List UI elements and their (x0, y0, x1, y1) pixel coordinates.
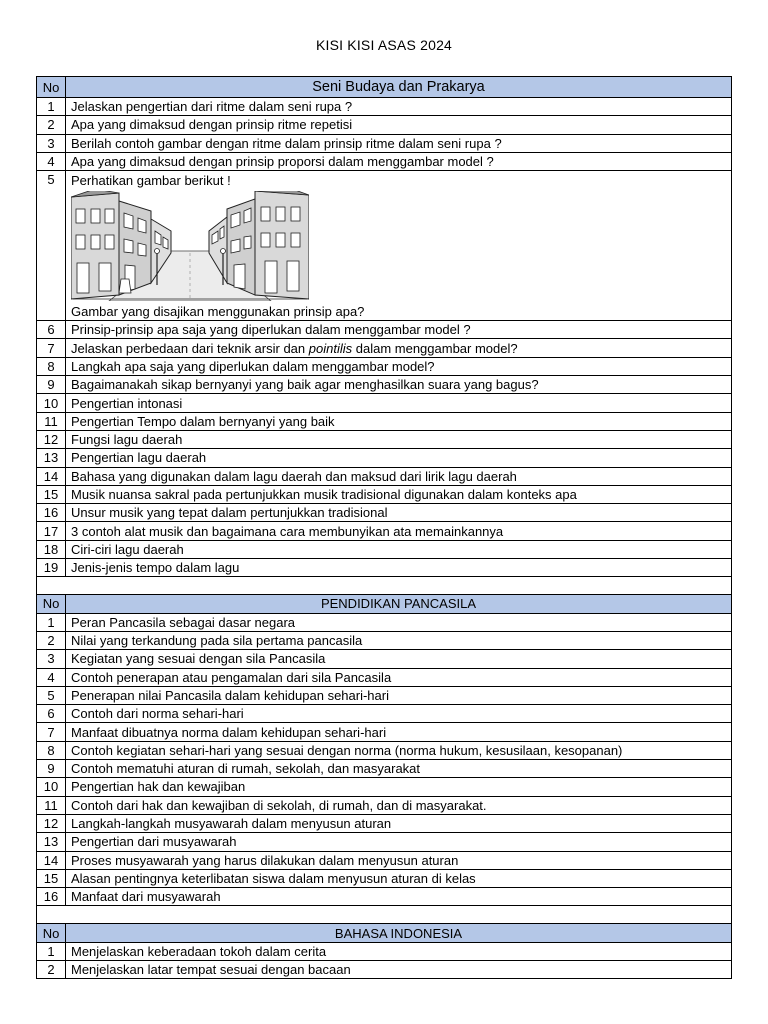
row-question: Bagaimanakah sikap bernyanyi yang baik agar menghasilkan suara yang bagus? (66, 376, 732, 394)
row-question: Bahasa yang digunakan dalam lagu daerah dan maksud dari lirik lagu daerah (66, 467, 732, 485)
row-question: Apa yang dimaksud dengan prinsip proporsi dalam menggambar model ? (66, 152, 732, 170)
row-number: 7 (37, 339, 66, 357)
question-italic-term: pointilis (308, 340, 353, 356)
row-number: 9 (37, 376, 66, 394)
row-number: 10 (37, 394, 66, 412)
row-number: 2 (37, 960, 66, 978)
table-row (37, 98, 732, 116)
row-question: Jelaskan pengertian dari ritme dalam seni rupa ? (66, 98, 732, 116)
row-number: 14 (37, 851, 66, 869)
row-number: 8 (37, 357, 66, 375)
table-row (37, 778, 732, 796)
row-number: 17 (37, 522, 66, 540)
table-row (37, 540, 732, 558)
row-question (66, 171, 732, 321)
blank-cell (37, 906, 732, 924)
row-number: 5 (37, 171, 66, 321)
table-row (37, 631, 732, 649)
row-question: Proses musyawarah yang harus dilakukan dalam menyusun aturan (66, 851, 732, 869)
row-question: Contoh dari norma sehari-hari (66, 705, 732, 723)
row-number: 4 (37, 152, 66, 170)
row-question: Contoh mematuhi aturan di rumah, sekolah, dan masyarakat (66, 760, 732, 778)
table-row (37, 833, 732, 851)
section-header-sbdp (37, 77, 732, 98)
table-row (37, 960, 732, 978)
row-question: Contoh penerapan atau pengamalan dari sila Pancasila (66, 668, 732, 686)
row-number: 1 (37, 942, 66, 960)
question-prompt: Perhatikan gambar berikut ! (71, 173, 231, 189)
section-title: PENDIDIKAN PANCASILA (66, 595, 732, 613)
document-title: KISI KISI ASAS 2024 (315, 37, 453, 53)
table-row (37, 650, 732, 668)
table-row (37, 760, 732, 778)
table-row (37, 522, 732, 540)
row-question: Unsur musik yang tepat dalam pertunjukkan tradisional (66, 504, 732, 522)
row-number: 10 (37, 778, 66, 796)
table-row (37, 504, 732, 522)
row-question: Musik nuansa sakral pada pertunjukkan musik tradisional digunakan dalam konteks apa (66, 485, 732, 503)
row-number: 11 (37, 412, 66, 430)
table-row (37, 339, 732, 357)
row-number: 19 (37, 559, 66, 577)
table-row-with-image (37, 171, 732, 321)
row-question: Pengertian dari musyawarah (66, 833, 732, 851)
table-row (37, 467, 732, 485)
row-question: Apa yang dimaksud dengan prinsip ritme repetisi (66, 116, 732, 134)
row-question: Menjelaskan keberadaan tokoh dalam cerita (66, 942, 732, 960)
row-question: Menjelaskan latar tempat sesuai dengan bacaan (66, 960, 732, 978)
row-question: Kegiatan yang sesuai dengan sila Pancasila (66, 650, 732, 668)
row-question: Manfaat dibuatnya norma dalam kehidupan sehari-hari (66, 723, 732, 741)
row-number: 6 (37, 705, 66, 723)
row-question: Contoh kegiatan sehari-hari yang sesuai dengan norma (norma hukum, kesusilaan, kesopanan) (66, 741, 732, 759)
table-row (37, 394, 732, 412)
row-question: 3 contoh alat musik dan bagaimana cara membunyikan ata memainkannya (66, 522, 732, 540)
row-question: Jenis-jenis tempo dalam lagu (66, 559, 732, 577)
row-number: 5 (37, 686, 66, 704)
table-row (37, 686, 732, 704)
row-question: Penerapan nilai Pancasila dalam kehidupan sehari-hari (66, 686, 732, 704)
table-row (37, 851, 732, 869)
row-number: 8 (37, 741, 66, 759)
row-number: 3 (37, 650, 66, 668)
question-text: Gambar yang disajikan menggunakan prinsip apa? (71, 304, 365, 320)
row-number: 2 (37, 631, 66, 649)
table-row (37, 613, 732, 631)
blank-row (37, 906, 732, 924)
table-row (37, 321, 732, 339)
row-question: Langkah-langkah musyawarah dalam menyusun aturan (66, 814, 732, 832)
row-question: Nilai yang terkandung pada sila pertama pancasila (66, 631, 732, 649)
table-body (37, 77, 732, 979)
table-row (37, 449, 732, 467)
row-question: Contoh dari hak dan kewajiban di sekolah, di rumah, dan di masyarakat. (66, 796, 732, 814)
row-number: 9 (37, 760, 66, 778)
table-row (37, 430, 732, 448)
table-row (37, 942, 732, 960)
table-row (37, 152, 732, 170)
table-row (37, 741, 732, 759)
section-header-pancasila (37, 595, 732, 613)
row-number: 12 (37, 430, 66, 448)
table-row (37, 705, 732, 723)
table-row (37, 485, 732, 503)
table-row (37, 559, 732, 577)
row-question (66, 339, 732, 357)
table-row (37, 357, 732, 375)
table-row (37, 888, 732, 906)
question-text-part: Jelaskan perbedaan dari teknik arsir dan (71, 340, 309, 356)
row-number: 1 (37, 98, 66, 116)
kisi-kisi-table (36, 76, 732, 979)
row-question: Langkah apa saja yang diperlukan dalam menggambar model? (66, 357, 732, 375)
row-number: 2 (37, 116, 66, 134)
row-number: 15 (37, 869, 66, 887)
section-title: BAHASA INDONESIA (66, 924, 732, 942)
question-text-part: dalam menggambar model? (352, 340, 518, 356)
table-row (37, 134, 732, 152)
no-column-header: No (37, 924, 66, 942)
blank-row (37, 577, 732, 595)
row-number: 6 (37, 321, 66, 339)
row-number: 18 (37, 540, 66, 558)
row-question: Pengertian lagu daerah (66, 449, 732, 467)
row-number: 13 (37, 833, 66, 851)
row-question: Fungsi lagu daerah (66, 430, 732, 448)
row-question: Pengertian intonasi (66, 394, 732, 412)
row-question: Ciri-ciri lagu daerah (66, 540, 732, 558)
table-row (37, 869, 732, 887)
row-question: Alasan pentingnya keterlibatan siswa dalam menyusun aturan di kelas (66, 869, 732, 887)
table-row (37, 668, 732, 686)
table-row (37, 723, 732, 741)
row-number: 14 (37, 467, 66, 485)
row-number: 11 (37, 796, 66, 814)
table-row (37, 796, 732, 814)
row-question: Manfaat dari musyawarah (66, 888, 732, 906)
row-question: Berilah contoh gambar dengan ritme dalam prinsip ritme dalam seni rupa ? (66, 134, 732, 152)
row-question: Pengertian hak dan kewajiban (66, 778, 732, 796)
row-number: 16 (37, 888, 66, 906)
street-perspective-drawing-icon (71, 191, 309, 301)
row-number: 3 (37, 134, 66, 152)
table-row (37, 814, 732, 832)
row-number: 12 (37, 814, 66, 832)
table-row (37, 412, 732, 430)
section-header-bahasa-indonesia (37, 924, 732, 942)
table-row (37, 116, 732, 134)
row-number: 7 (37, 723, 66, 741)
no-column-header: No (37, 595, 66, 613)
row-question: Prinsip-prinsip apa saja yang diperlukan dalam menggambar model ? (66, 321, 732, 339)
row-number: 13 (37, 449, 66, 467)
table-row (37, 376, 732, 394)
blank-cell (37, 577, 732, 595)
row-question: Pengertian Tempo dalam bernyanyi yang baik (66, 412, 732, 430)
row-question: Peran Pancasila sebagai dasar negara (66, 613, 732, 631)
row-number: 16 (37, 504, 66, 522)
row-number: 15 (37, 485, 66, 503)
row-number: 4 (37, 668, 66, 686)
section-title: Seni Budaya dan Prakarya (66, 77, 732, 98)
row-number: 1 (37, 613, 66, 631)
no-column-header: No (37, 77, 66, 98)
